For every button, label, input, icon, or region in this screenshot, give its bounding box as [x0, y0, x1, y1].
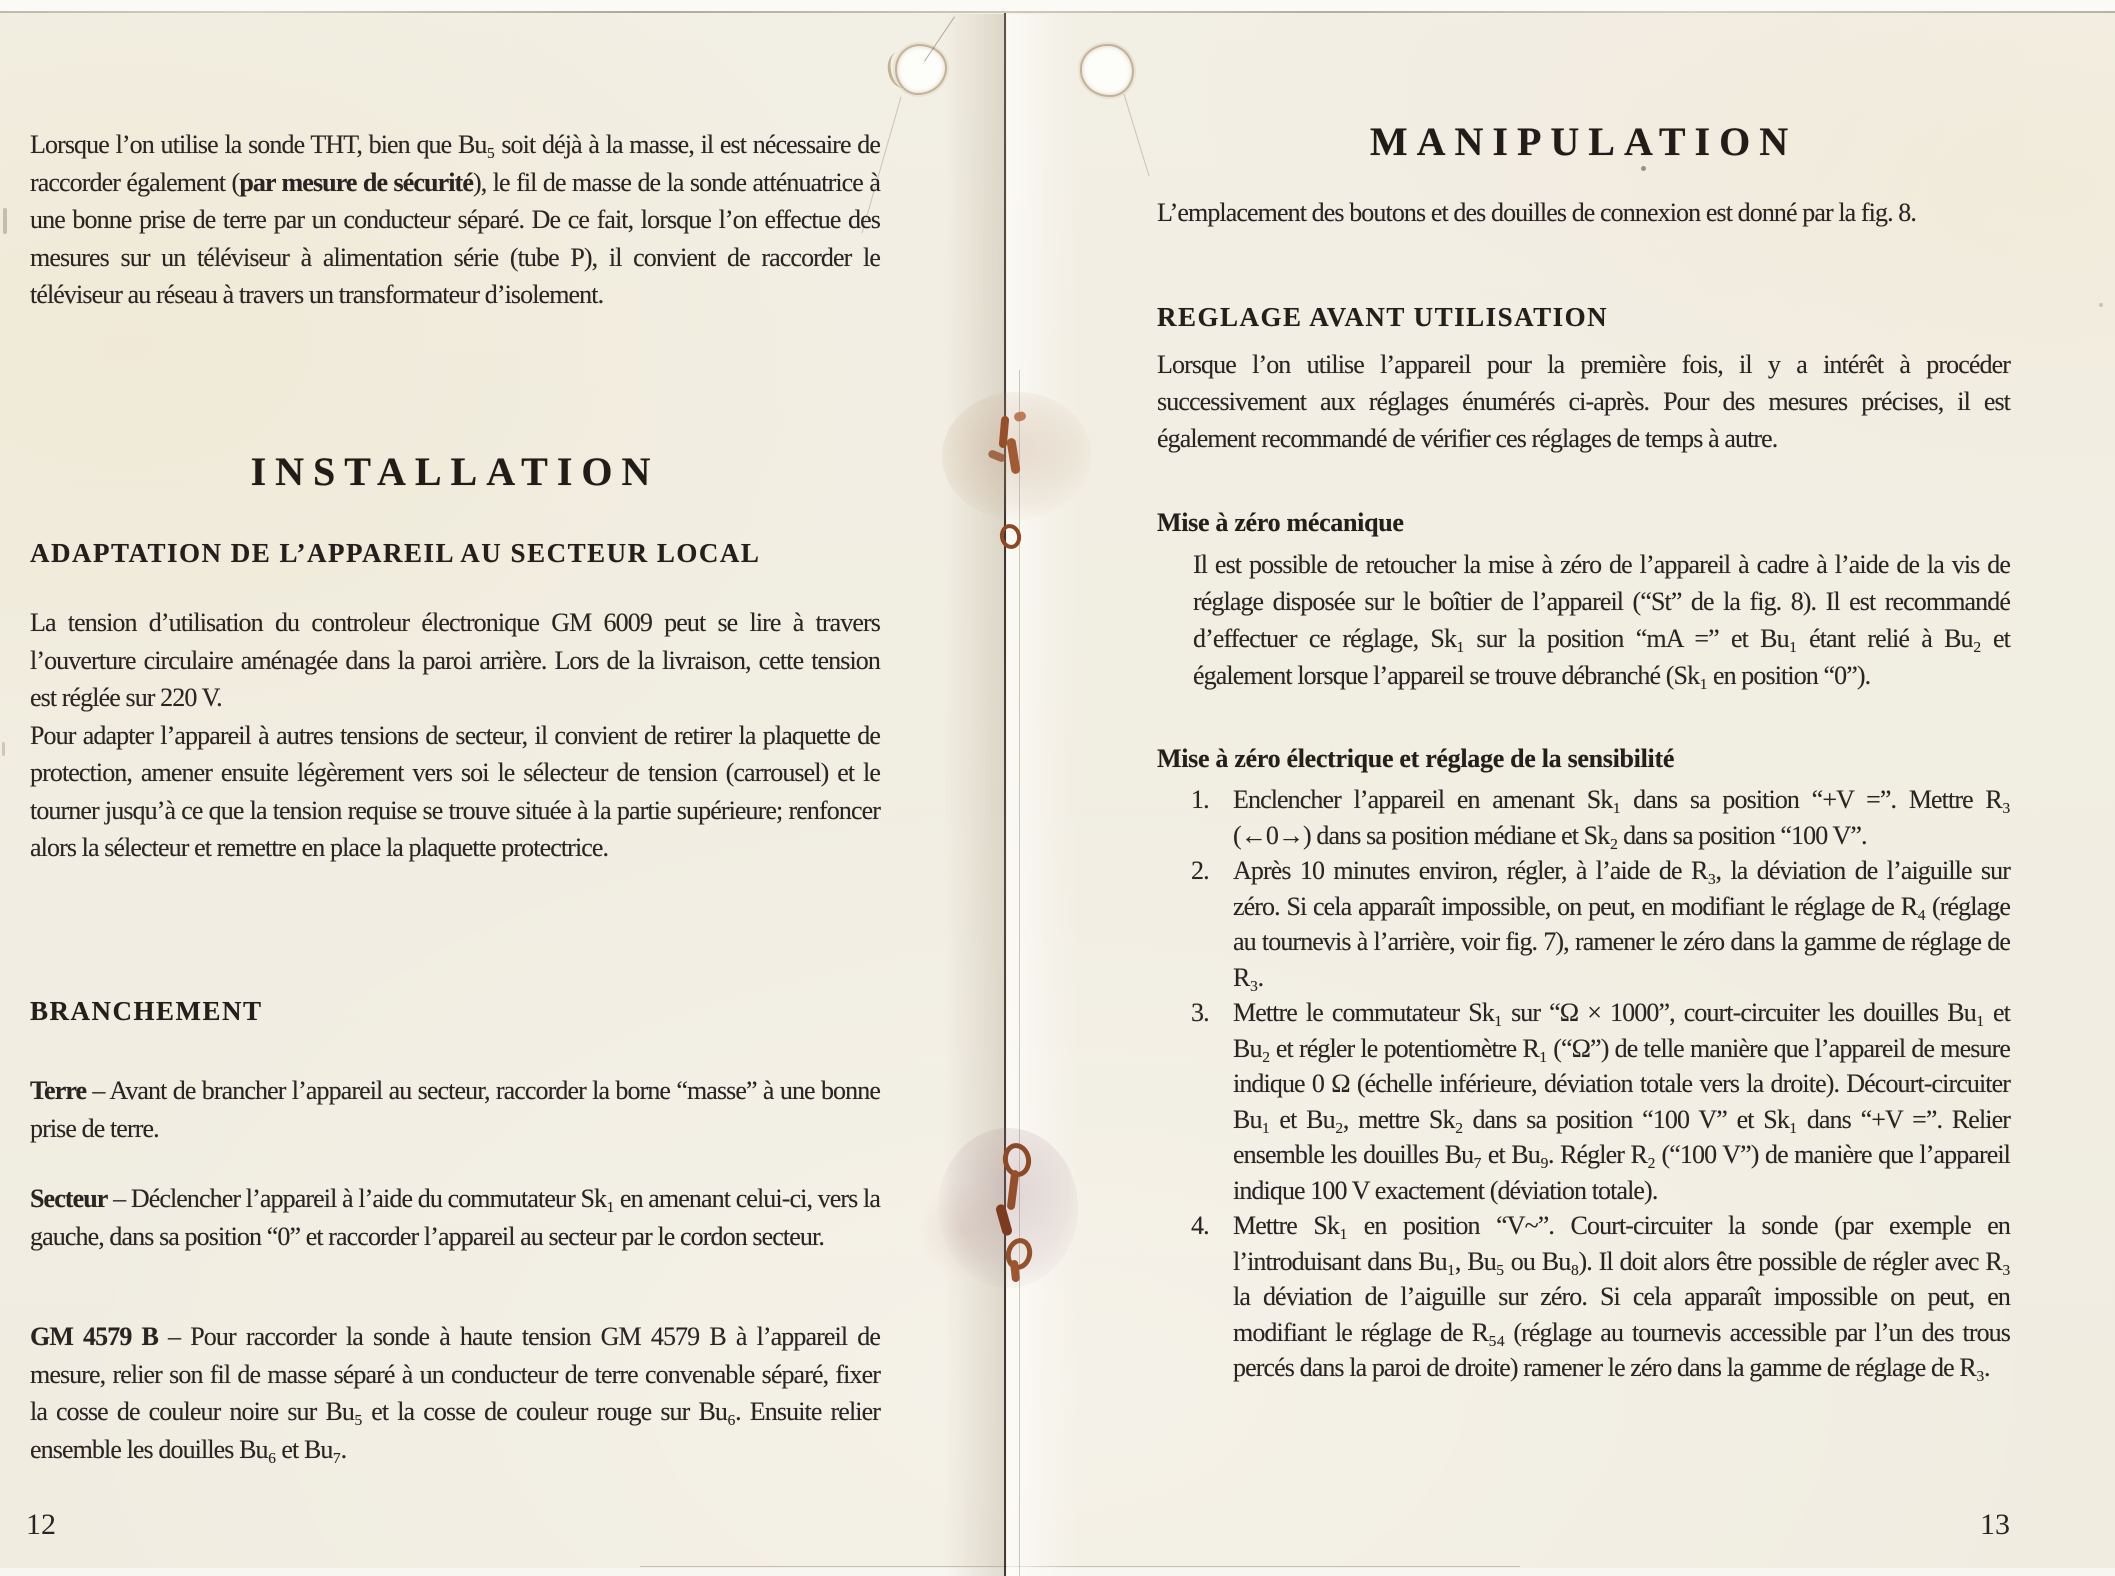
page-gutter-line: [1004, 13, 1006, 1576]
list-item: [1157, 995, 2010, 1208]
reglage-heading: REGLAGE AVANT UTILISATION: [1157, 302, 1609, 332]
scan-top-edge: [0, 0, 2115, 11]
mise-a-zero-electrique-heading: Mise à zéro électrique et réglage de la sensibilité: [1157, 744, 1675, 773]
secteur-text: – Déclencher l’appareil à l’aide du commutateur Sk₁ en amenant celui-ci, vers la gauche, dans sa position “0” et raccorder l’appareil au secteur par le cordon secteur.: [30, 1184, 880, 1251]
step-number: 4.: [1191, 1211, 1209, 1240]
list-item: [1157, 782, 2010, 853]
step-number: 2.: [1191, 856, 1209, 885]
gm4579b-lead: GM 4579 B: [30, 1322, 158, 1351]
scan-speck: [3, 208, 7, 234]
manipulation-title: MANIPULATION: [1369, 119, 1798, 164]
page-gutter-crease: [1019, 370, 1020, 1576]
terre-lead: Terre: [30, 1076, 87, 1105]
intro-text: Lorsque l’on utilise la sonde THT, bien que Bu₅ soit déjà à la masse, il est nécessaire de raccorder également (: [30, 130, 880, 197]
scan-speck: [1641, 166, 1646, 171]
page-gutter-shadow: [944, 14, 1004, 1576]
terre-paragraph: [30, 1072, 880, 1147]
scan-top-edge-line: [0, 11, 2115, 13]
reglage-steps-list: [1157, 782, 2010, 1386]
step-text: Enclencher l’appareil en amenant Sk₁ dans sa position “+V =”. Mettre R₃ (←0→) dans sa position médiane et Sk₂ dans sa position “100 V”.: [1233, 785, 2010, 850]
installation-title: INSTALLATION: [250, 449, 660, 494]
branchement-heading: BRANCHEMENT: [30, 996, 263, 1026]
list-item: [1157, 1208, 2010, 1386]
adaptation-section: [30, 604, 880, 867]
reglage-intro-paragraph: Lorsque l’on utilise l’appareil pour la première fois, il y a intérêt à procéder successivement aux réglages énumérés ci-après. Pour des mesures précises, il est également recommandé de vérifier ces réglages de temps à autre.: [1157, 350, 2010, 453]
list-item: [1157, 853, 2010, 995]
gm4579b-paragraph: [30, 1318, 880, 1468]
step-text: Mettre Sk₁ en position “V~”. Court-circuiter la sonde (par exemple en l’introduisant dans Bu₁, Bu₅ ou Bu₈). Il doit alors être possible de régler avec R₃ la déviation de l’aiguille sur zéro. Si cela apparaît impossible on peut, en modifiant le réglage de R₅₄ (réglage au tournevis accessible par l’un des trous percés dans la paroi de droite) ramener le zéro dans la gamme de réglage de R₃.: [1233, 1211, 2010, 1382]
scan-speck: [2, 742, 5, 756]
staple-stain-bottom-halo: [918, 1180, 1008, 1280]
terre-text: – Avant de brancher l’appareil au secteur, raccorder la borne “masse” à une bonne prise de terre.: [30, 1076, 880, 1143]
paper-crack: [1123, 94, 1149, 177]
adaptation-paragraph-2: Pour adapter l’appareil à autres tensions de secteur, il convient de retirer la plaquette de protection, amener ensuite légèrement vers soi le sélecteur de tension (carrousel) et le tourner jusqu’à ce que la tension requise se trouve située à la partie supérieure; renfoncer alors la sélecteur et remettre en place la plaquette protectrice.: [30, 720, 880, 862]
step-text: Mettre le commutateur Sk₁ sur “Ω × 1000”, court-circuiter les douilles Bu₁ et Bu₂ et régler le potentiomètre R₁ (“Ω”) de telle manière que l’appareil de mesure indique 0 Ω (échelle inférieure, déviation totale vers la droite). Décourt-circuiter Bu₁ et Bu₂, mettre Sk₂ dans sa position “100 V” et Sk₁ dans “+V =”. Relier ensemble les douilles Bu₇ et Bu₉. Régler R₂ (“100 V”) de manière que l’appareil indique 100 V exactement (déviation totale).: [1233, 998, 2010, 1205]
intro-text: ), le fil de masse de la sonde atténuatrice à une bonne prise de terre par un conducteur séparé. De ce fait, lorsque l’on effectue des mesures sur un téléviseur à alimentation série (tube P), il convient de raccorder le téléviseur au réseau à travers un transformateur d’isolement.: [30, 167, 880, 309]
secteur-lead: Secteur: [30, 1184, 108, 1213]
mise-a-zero-mecanique-paragraph: Il est possible de retoucher la mise à zéro de l’appareil à cadre à l’aide de la vis de réglage disposée sur le boîtier de l’appareil (“St” de la fig. 8). Il est recommandé d’effectuer ce réglage, Sk₁ sur la position “mA =” et Bu₁ étant relié à Bu₂ et également lorsque l’appareil se trouve débranché (Sk₁ en position “0”).: [1193, 550, 2010, 690]
mise-a-zero-mecanique-heading: Mise à zéro mécanique: [1157, 508, 1404, 537]
adaptation-heading: ADAPTATION DE L’APPAREIL AU SECTEUR LOCAL: [30, 538, 761, 568]
step-number: 3.: [1191, 998, 1209, 1027]
intro-bold-text: par mesure de sécurité: [239, 167, 473, 197]
step-text: Après 10 minutes environ, régler, à l’aide de R₃, la déviation de l’aiguille sur zéro. Si cela apparaît impossible, on peut, en modifiant le réglage de R₄ (réglage au tournevis à l’arrière, voir fig. 7), ramener le zéro dans la gamme de réglage de R₃.: [1233, 856, 2010, 992]
gm4579b-text: – Pour raccorder la sonde à haute tension GM 4579 B à l’appareil de mesure, relier son fil de masse séparé à un conducteur de terre convenable séparé, fixer la cosse de couleur noire sur Bu₅ et la cosse de couleur rouge sur Bu₆. Ensuite relier ensemble les douilles Bu₆ et Bu₇.: [30, 1322, 880, 1464]
intro-paragraph: [30, 126, 880, 314]
adaptation-paragraph-1: La tension d’utilisation du controleur électronique GM 6009 peut se lire à travers l’ouverture circulaire aménagée dans la paroi arrière. Lors de la livraison, cette tension est réglée sur 220 V.: [30, 608, 880, 712]
manipulation-intro: L’emplacement des boutons et des douilles de connexion est donné par la fig. 8.: [1157, 198, 1917, 227]
page-number-left: 12: [26, 1508, 56, 1541]
step-number: 1.: [1191, 785, 1209, 814]
punch-hole-right: [1082, 46, 1132, 95]
page-number-right: 13: [1980, 1508, 2010, 1541]
scan-speck: [2099, 303, 2103, 307]
secteur-paragraph: [30, 1180, 880, 1255]
